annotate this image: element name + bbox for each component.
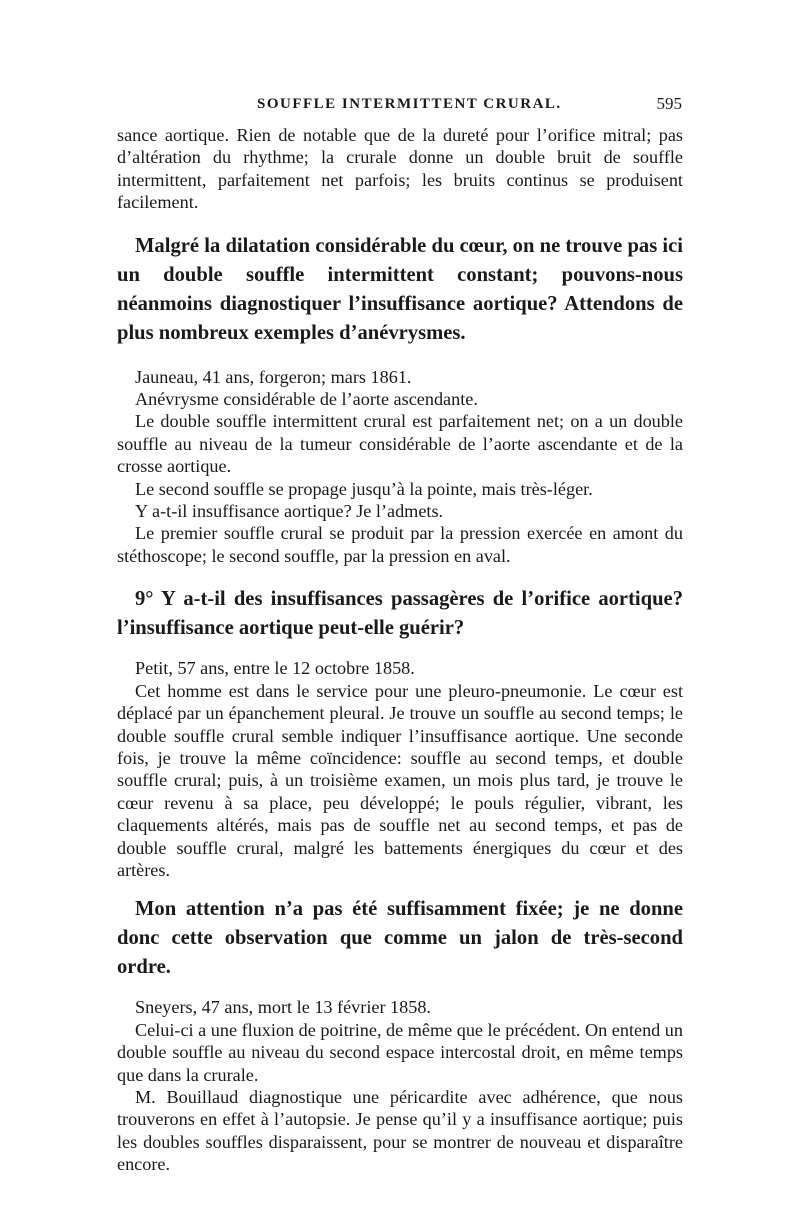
page-number: 595 xyxy=(656,94,682,113)
commentary-paragraph: Malgré la dilatation considérable du cœur, on ne trouve pas ici un double souffle intermittent constant; pouvons-nous néanmoins diagnostiquer l’insuffisance aortique? Attendons de plus nombreux exemples d’anévrysmes. xyxy=(117,234,683,344)
paragraph-continued: sance aortique. Rien de notable que de la dureté pour l’orifice mitral; pas d’altération du rhythme; la crurale donne un double bruit de souffle intermittent, parfaitement net parfois; les bruits continus se produisent facilement. xyxy=(117,125,683,213)
case-paragraph: Celui-ci a une fluxion de poitrine, de même que le précédent. On entend un double souffle au niveau du second espace intercostal droit, en même temps que dans la crurale. xyxy=(117,1019,683,1085)
section-question: 9° Y a-t-il des insuffisances passagères de l’orifice aortique? l’insuffisance aortique peut-elle guérir? xyxy=(117,588,683,640)
case-paragraph: M. Bouillaud diagnostique une péricardite avec adhérence, que nous trouverons en effet à l’autopsie. Je pense qu’il y a insuffisance aortique; puis les doubles souffles disparaissent, pour se montrer de nouveau et disparaître encore. xyxy=(117,1086,683,1175)
running-title: SOUFFLE INTERMITTENT CRURAL. xyxy=(257,96,562,112)
case-heading: Jauneau, 41 ans, forgeron; mars 1861. xyxy=(135,366,412,387)
case-heading: Sneyers, 47 ans, mort le 13 février 1858. xyxy=(135,997,431,1018)
case-paragraph: Y a-t-il insuffisance aortique? Je l’admets. xyxy=(135,501,444,522)
case-paragraph: Le double souffle intermittent crural est parfaitement net; on a un double souffle au niveau de la tumeur considérable de l’aorte ascendante et de la crosse aortique. xyxy=(117,411,683,477)
case-paragraph: Cet homme est dans le service pour une pleuro-pneumonie. Le cœur est déplacé par un épanchement pleural. Je trouve un souffle au second temps; le double souffle crural semble indiquer l’insuffisance aortique. Une seconde fois, je trouve la même coïncidence: souffle au second temps, et double souffle crural; puis, à un troisième examen, un mois plus tard, je trouve le cœur revenu à sa place, peu développé; le pouls régulier, vibrant, les claquements altérés, mais pas de souffle net au second temps, et pas de double souffle crural, malgré les battements énergiques du cœur et des artères. xyxy=(117,680,683,880)
case-paragraph: Le second souffle se propage jusqu’à la pointe, mais très-léger. xyxy=(135,478,593,499)
running-head xyxy=(117,96,682,120)
commentary-paragraph: Mon attention n’a pas été suffisamment fixée; je ne donne donc cette observation que comme un jalon de très-second ordre. xyxy=(117,898,683,979)
case-heading: Petit, 57 ans, entre le 12 octobre 1858. xyxy=(135,658,415,679)
case-paragraph: Le premier souffle crural se produit par la pression exercée en amont du stéthoscope; le second souffle, par la pression en aval. xyxy=(117,523,683,566)
body-text xyxy=(117,124,683,1176)
case-paragraph: Anévrysme considérable de l’aorte ascendante. xyxy=(135,389,478,410)
